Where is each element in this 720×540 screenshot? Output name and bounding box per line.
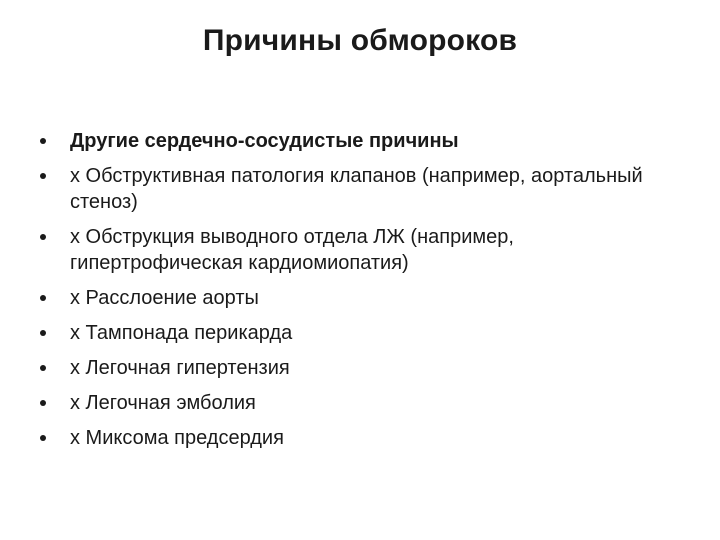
bullet-item-valve-obstruction <box>38 163 688 215</box>
bullet-item-pulmonary-embolism <box>38 390 688 416</box>
bullet-icon <box>40 173 46 179</box>
bullet-text: x Обструктивная патология клапанов (например, аортальный стеноз) <box>70 165 643 213</box>
bullet-item-pulmonary-hypertension <box>38 355 688 381</box>
bullet-text: x Миксома предсердия <box>70 427 284 449</box>
bullet-text: x Тампонада перикарда <box>70 322 293 344</box>
bullet-item-cardiovascular-causes <box>38 128 688 154</box>
slide-title: Причины обмороков <box>202 24 518 57</box>
bullet-icon <box>40 295 46 301</box>
bullet-item-atrial-myxoma <box>38 425 688 451</box>
bullet-text: x Обструкция выводного отдела ЛЖ (например, гипертрофическая кардиомиопатия) <box>70 226 514 274</box>
bullet-icon <box>40 400 46 406</box>
bullet-item-pericardial-tamponade <box>38 320 688 346</box>
bullet-text: x Легочная гипертензия <box>70 357 290 379</box>
bullet-icon <box>40 330 46 336</box>
bullet-icon <box>40 365 46 371</box>
bullet-icon <box>40 138 46 144</box>
bullet-item-aortic-dissection <box>38 285 688 311</box>
bullet-icon <box>40 234 46 240</box>
bullet-text: Другие сердечно-сосудистые причины <box>70 130 459 152</box>
bullet-item-lv-outflow-obstruction <box>38 224 688 276</box>
bullet-text: x Расслоение аорты <box>70 287 259 309</box>
bullet-text: x Легочная эмболия <box>70 392 256 414</box>
bullet-list <box>38 128 688 460</box>
bullet-icon <box>40 435 46 441</box>
